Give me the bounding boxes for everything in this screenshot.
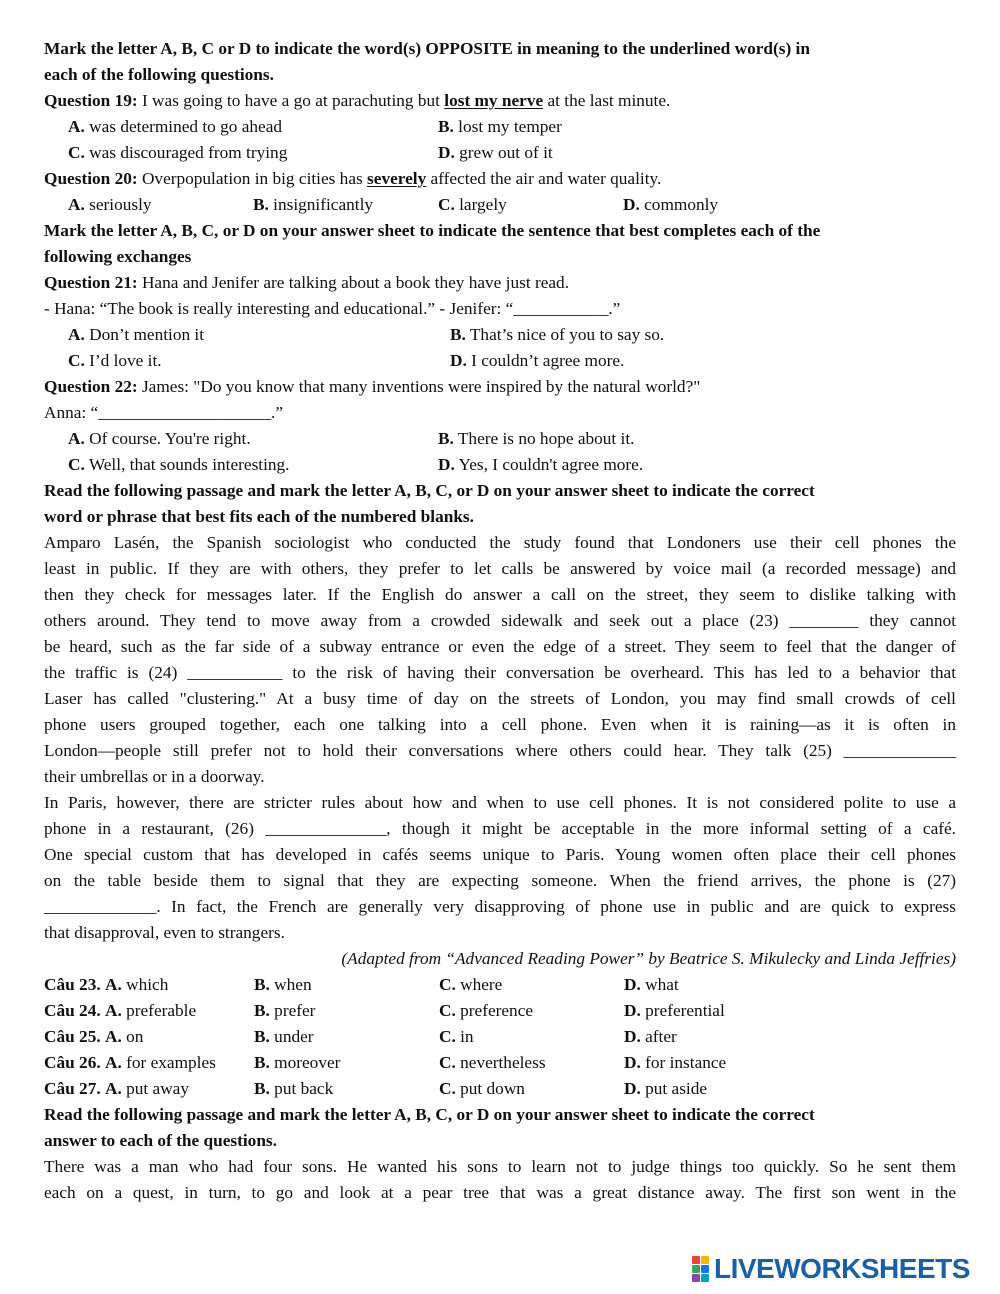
section1-instruction-line1: Mark the letter A, B, C or D to indicate the word(s) OPPOSITE in meaning to the underlined word(s) in xyxy=(44,39,810,58)
question-20: Question 20: Overpopulation in big cities has severely affected the air and water quality. xyxy=(44,169,662,188)
q21-option-d[interactable]: D. I couldn’t agree more. xyxy=(450,351,625,370)
passage-line: others around. They tend to move away from a crowded sidewalk and seek out a place (23) ________ they cannot xyxy=(44,611,956,630)
passage-line: on the table beside them to signal that they are expecting someone. When the friend arrives, the phone is (27) xyxy=(44,871,956,890)
section3-instruction-line2: word or phrase that best fits each of the numbered blanks. xyxy=(44,507,474,526)
cloze-option-a[interactable]: A. put away xyxy=(104,1079,189,1098)
section4-instruction-line2: answer to each of the questions. xyxy=(44,1131,277,1150)
q21-option-a[interactable]: A. Don’t mention it xyxy=(68,325,205,344)
q20-option-c[interactable]: C. largely xyxy=(438,195,507,214)
question-22: Question 22: James: "Do you know that many inventions were inspired by the natural world?" xyxy=(44,377,701,396)
passage-line: be heard, such as the far side of a subway entrance or even the edge of a street. They seem to feel that the danger of xyxy=(44,637,956,656)
q20-option-d[interactable]: D. commonly xyxy=(623,195,719,214)
question-22-dialogue: Anna: “____________________.” xyxy=(44,403,284,422)
q19-option-d[interactable]: D. grew out of it xyxy=(438,143,553,162)
passage-line: One special custom that has developed in cafés seems unique to Paris. Young women often place their cell phones xyxy=(44,845,956,864)
question-21-dialogue: - Hana: “The book is really interesting and educational.” - Jenifer: “___________.” xyxy=(44,299,621,318)
passage-line: _____________. In fact, the French are generally very disapproving of phone use in public and are quick to express xyxy=(44,897,956,916)
passage-source: (Adapted from “Advanced Reading Power” by Beatrice S. Mikulecky and Linda Jeffries) xyxy=(341,949,956,968)
cloze-option-c[interactable]: C. preference xyxy=(439,1001,534,1020)
q22-option-a[interactable]: A. Of course. You're right. xyxy=(68,429,251,448)
logo-blocks-icon xyxy=(692,1256,710,1282)
q22-option-c[interactable]: C. Well, that sounds interesting. xyxy=(68,455,290,474)
q19-option-a[interactable]: A. was determined to go ahead xyxy=(68,117,283,136)
section1-instruction-line2: each of the following questions. xyxy=(44,65,274,84)
question-19-pre: I was going to have a go at parachuting but xyxy=(137,91,445,110)
cloze-option-c[interactable]: C. in xyxy=(439,1027,474,1046)
q22-option-d[interactable]: D. Yes, I couldn't agree more. xyxy=(438,455,644,474)
cloze-option-b[interactable]: B. prefer xyxy=(254,1001,316,1020)
question-19-underlined: lost my nerve xyxy=(444,91,544,110)
cloze-option-d[interactable]: D. put aside xyxy=(624,1079,708,1098)
question-21-options-row2 xyxy=(44,348,956,374)
cloze-option-b[interactable]: B. put back xyxy=(254,1079,334,1098)
cloze-option-b[interactable]: B. moreover xyxy=(254,1053,341,1072)
section2-instruction-line2: following exchanges xyxy=(44,247,192,266)
q21-option-b[interactable]: B. That’s nice of you to say so. xyxy=(450,325,665,344)
question-19-options-row1 xyxy=(44,114,956,140)
section3-instruction-line1: Read the following passage and mark the letter A, B, C, or D on your answer sheet to indicate the correct xyxy=(44,481,815,500)
cloze-option-c[interactable]: C. put down xyxy=(439,1079,525,1098)
q21-option-c[interactable]: C. I’d love it. xyxy=(68,351,162,370)
cloze-option-a[interactable]: A. which xyxy=(104,975,169,994)
question-20-underlined: severely xyxy=(367,169,427,188)
cloze-option-d[interactable]: D. preferential xyxy=(624,1001,725,1020)
q20-option-a[interactable]: A. seriously xyxy=(68,195,152,214)
passage-line: phone in a restaurant, (26) ______________, though it might be acceptable in the more informal setting of a café. xyxy=(44,819,956,838)
passage-line: There was a man who had four sons. He wanted his sons to learn not to judge things too quickly. So he sent them xyxy=(44,1157,956,1176)
cloze-option-b[interactable]: B. under xyxy=(254,1027,314,1046)
question-21: Question 21: Hana and Jenifer are talking about a book they have just read. xyxy=(44,273,570,292)
passage-line: then they check for messages later. If the English do answer a call on the street, they seem to dislike talking with xyxy=(44,585,956,604)
cloze-option-a[interactable]: A. preferable xyxy=(104,1001,197,1020)
question-19-label: Question 19: xyxy=(44,91,138,110)
q22-option-b[interactable]: B. There is no hope about it. xyxy=(438,429,635,448)
cloze-question-25 xyxy=(44,1024,956,1050)
passage-line: their umbrellas or in a doorway. xyxy=(44,767,265,786)
cloze-option-c[interactable]: C. where xyxy=(439,975,503,994)
passage-line: each on a quest, in turn, to go and look at a pear tree that was a great distance away. The first son went in the xyxy=(44,1183,956,1202)
cloze-option-d[interactable]: D. what xyxy=(624,975,679,994)
passage-line: Laser has called "clustering." At a busy time of day on the streets of London, you may find small crowds of cell xyxy=(44,689,956,708)
cloze-option-a[interactable]: A. on xyxy=(104,1027,144,1046)
passage-line: phone users grouped together, each one talking into a cell phone. Even when it is raining—as it is often in xyxy=(44,715,956,734)
question-22-options-row2 xyxy=(44,452,956,478)
cloze-option-b[interactable]: B. when xyxy=(254,975,312,994)
cloze-option-d[interactable]: D. after xyxy=(624,1027,677,1046)
q19-option-b[interactable]: B. lost my temper xyxy=(438,117,562,136)
cloze-question-26 xyxy=(44,1050,956,1076)
question-19-options-row2 xyxy=(44,140,956,166)
cloze-question-23 xyxy=(44,972,956,998)
passage-line: In Paris, however, there are stricter rules about how and when to use cell phones. It is not considered polite to use a xyxy=(44,793,956,812)
liveworksheets-logo xyxy=(692,1254,970,1284)
section4-instruction-line1: Read the following passage and mark the letter A, B, C, or D on your answer sheet to indicate the correct xyxy=(44,1105,815,1124)
cloze-option-a[interactable]: A. for examples xyxy=(104,1053,216,1072)
passage-line: that disapproval, even to strangers. xyxy=(44,923,285,942)
cloze-option-d[interactable]: D. for instance xyxy=(624,1053,727,1072)
q19-option-c[interactable]: C. was discouraged from trying xyxy=(68,143,288,162)
passage-line: Amparo Lasén, the Spanish sociologist who conducted the study found that Londoners use their cell phones the xyxy=(44,533,956,552)
cloze-option-c[interactable]: C. nevertheless xyxy=(439,1053,546,1072)
passage-line: London—people still prefer not to hold their conversations where others could hear. They talk (25) _____________ xyxy=(44,741,956,760)
cloze-label: Câu 24. xyxy=(44,1001,101,1020)
q20-option-b[interactable]: B. insignificantly xyxy=(253,195,374,214)
question-21-options-row1 xyxy=(44,322,956,348)
cloze-label: Câu 25. xyxy=(44,1027,101,1046)
cloze-question-27 xyxy=(44,1076,956,1102)
question-22-options-row1 xyxy=(44,426,956,452)
cloze-label: Câu 27. xyxy=(44,1079,101,1098)
question-19-post: at the last minute. xyxy=(543,91,671,110)
cloze-label: Câu 23. xyxy=(44,975,101,994)
passage-paris xyxy=(44,790,956,946)
question-19 xyxy=(44,88,956,114)
passage-line: least in public. If they are with others, they prefer to let calls be answered by voice mail (a recorded message) and xyxy=(44,559,956,578)
question-20-label: Question 20: xyxy=(44,169,138,188)
passage-pear-tree xyxy=(44,1154,956,1206)
worksheet-page xyxy=(44,36,956,1206)
section2-instruction-line1: Mark the letter A, B, C, or D on your answer sheet to indicate the sentence that best completes each of the xyxy=(44,221,821,240)
passage-london xyxy=(44,530,956,790)
passage-line: the traffic is (24) ___________ to the risk of having their conversation be overheard. This has led to a behavior that xyxy=(44,663,956,682)
logo-text: LIVEWORKSHEETS xyxy=(714,1253,970,1284)
cloze-question-24 xyxy=(44,998,956,1024)
cloze-label: Câu 26. xyxy=(44,1053,101,1072)
question-20-options xyxy=(44,192,956,218)
